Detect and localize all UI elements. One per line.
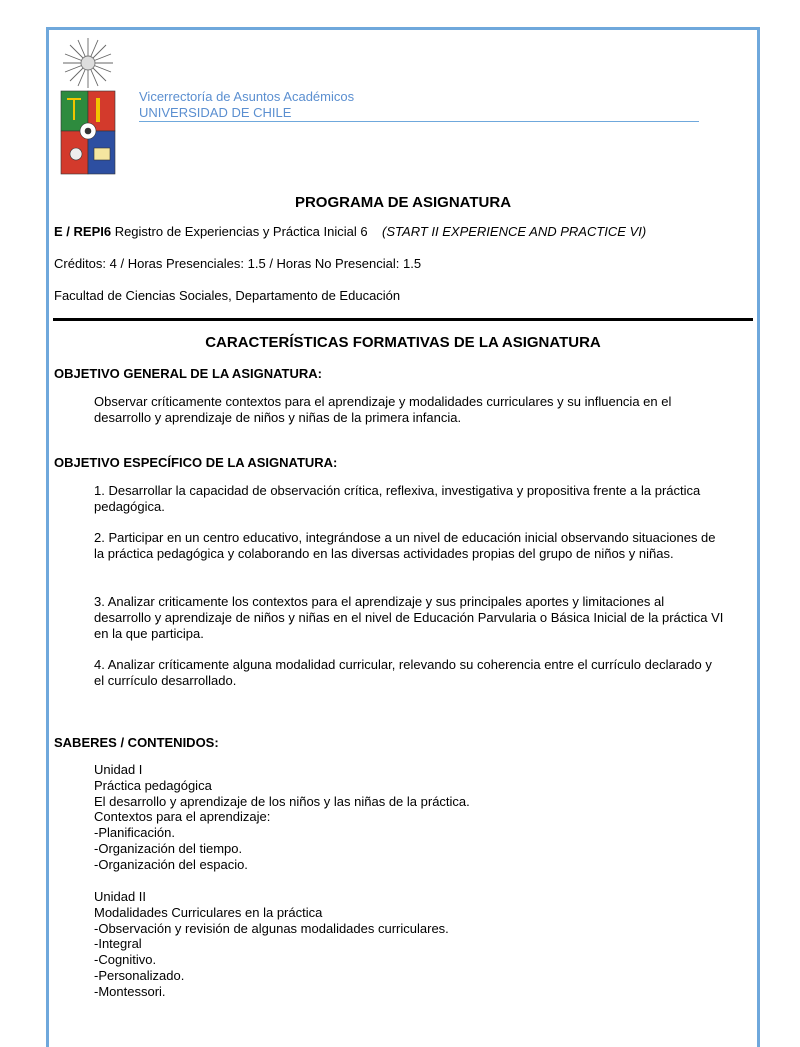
list-item: -Observación y revisión de algunas modalidades curriculares. [94,920,449,936]
section-title: CARACTERÍSTICAS FORMATIVAS DE LA ASIGNATURA [205,334,601,351]
university-logo [58,36,118,176]
faculty-line: Facultad de Ciencias Sociales, Departamento de Educación [54,288,401,303]
star-emblem [63,38,113,88]
section-divider [53,318,753,321]
objetivo-especifico-2: 2. Participar en un centro educativo, integrándose a un nivel de educación inicial observando situaciones de la práctica pedagógica y colaborando en las diversas actividades propias del grupo de niños y niñas. [94,530,716,561]
list-item: El desarrollo y aprendizaje de los niños y las niñas de la práctica. [94,793,470,809]
shield [61,91,115,174]
objetivo-general-heading: OBJETIVO GENERAL DE LA ASIGNATURA: [54,366,322,381]
list-item: Modalidades Curriculares en la práctica [94,904,323,920]
list-item: -Personalizado. [94,967,185,983]
list-item: -Planificación. [94,825,175,841]
list-item: Práctica pedagógica [94,777,212,793]
list-item: -Organización del tiempo. [94,840,243,856]
list-item: Unidad I [94,762,143,777]
course-english-name: (START II EXPERIENCE AND PRACTICE VI) [382,224,647,239]
objetivo-especifico-heading: OBJETIVO ESPECÍFICO DE LA ASIGNATURA: [54,455,338,470]
course-line [54,224,646,239]
list-item: Unidad II [94,889,147,904]
list-item: -Montessori. [94,983,166,999]
list-item: -Cognitivo. [94,952,157,968]
unidad-2-list [94,889,724,1000]
objetivo-general-text: Observar críticamente contextos para el aprendizaje y modalidades curriculares y su influencia en el desarrollo y aprendizaje de niños y niñas de la primera infancia. [94,394,672,425]
list-item: Contextos para el aprendizaje: [94,809,271,825]
objetivo-especifico-4: 4. Analizar críticamente alguna modalidad curricular, relevando su coherencia entre el currículo declarado y el currículo desarrollado. [94,657,712,688]
list-item: -Integral [94,936,142,952]
vicerrectoria-label: Vicerrectoría de Asuntos Académicos [139,89,355,104]
course-name: Registro de Experiencias y Práctica Inicial 6 [111,224,368,239]
universidad-label: UNIVERSIDAD DE CHILE [139,105,292,120]
saberes-heading: SABERES / CONTENIDOS: [54,735,219,750]
header-underline [139,121,699,122]
course-code: E / REPI6 [54,224,112,239]
institution-header [139,89,699,121]
list-item: -Organización del espacio. [94,856,248,872]
page-title: PROGRAMA DE ASIGNATURA [294,194,512,211]
unidad-1-list [94,762,724,873]
objetivo-especifico-1: 1. Desarrollar la capacidad de observación crítica, reflexiva, investigativa y propositiva frente a la práctica pedagógica. [94,483,701,514]
credits-line: Créditos: 4 / Horas Presenciales: 1.5 / Horas No Presencial: 1.5 [54,256,422,271]
objetivo-especifico-3: 3. Analizar criticamente los contextos para el aprendizaje y sus principales aportes y limitaciones al desarrollo y aprendizaje de niños y niñas en el nivel de Educación Parvularia o Básica Inicial de la práctica VI en la que participa. [94,594,724,641]
